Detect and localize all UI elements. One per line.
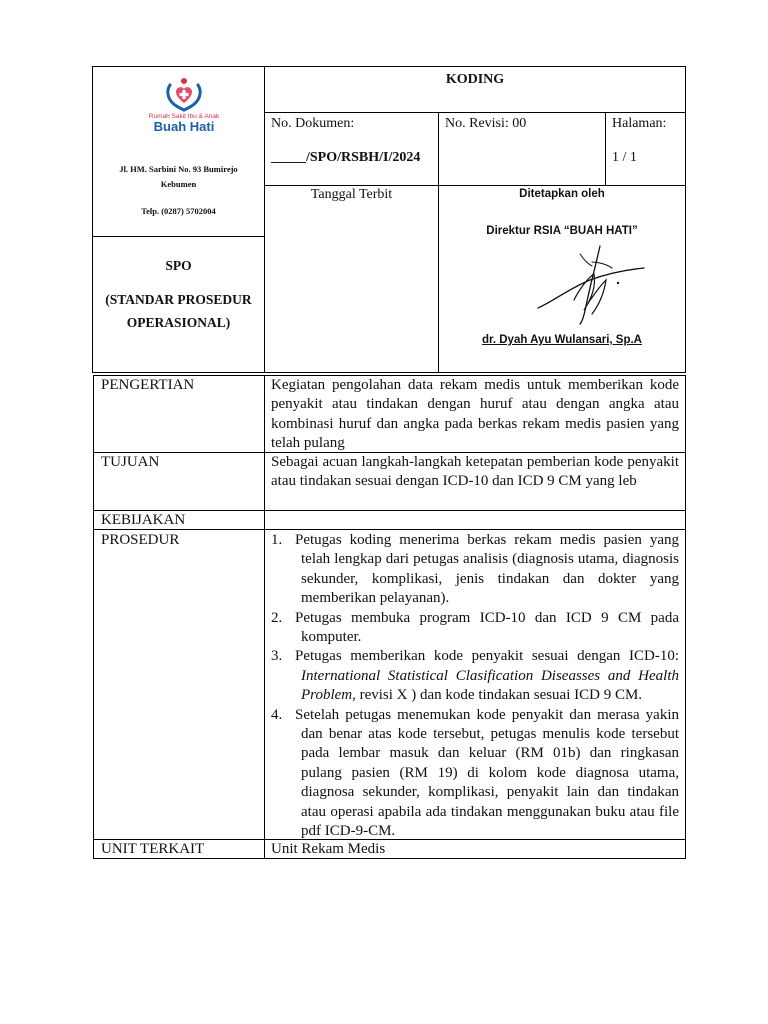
step-text-after: , revisi X ) dan kode tindakan sesuai ICD 9 CM. [352,687,643,704]
director-name: dr. Dyah Ayu Wulansari, Sp.A [482,334,642,346]
revision-number: No. Revisi: 00 [445,116,527,131]
prosedur-step [271,531,679,609]
tujuan-text: Sebagai acuan langkah-langkah ketepatan pemberian kode penyakit atau tindakan sesuai dengan ICD-10 dan ICD 9 CM yang leb [271,454,679,490]
pengertian-text: Kegiatan pengolahan data rekam medis untuk memberikan kode penyakit atau tindakan dengan huruf atau dengan angka atau kombinasi huruf dan angka pada berkas rekam medis pasien yang telah pulang [271,377,679,452]
step-number: 3. [271,648,283,665]
title-divider [264,112,686,113]
hospital-phone: Telp. (0287) 5702004 [141,206,216,216]
prosedur-step [271,647,679,705]
header-border-bottom [92,372,686,373]
logo-tagline: Rumah Sakit Ibu & Anak [148,113,220,120]
spo-full-line-1: (STANDAR PROSEDUR [105,292,252,307]
step-number: 4. [271,706,283,723]
established-by-label: Ditetapkan oleh [519,188,605,200]
hands-heart-icon [136,77,232,113]
step-text: Petugas koding menerima berkas rekam medis pasien yang telah lengkap dari petugas analisis (diagnosis utama, diagnosis sekunder, komplikasi, jenis tindakan dan dokter yang memberikan pelayanan). [295,532,679,607]
step-text: Petugas membuka program ICD-10 dan ICD 9 CM pada komputer. [295,609,679,646]
logo-spo-divider [92,236,265,237]
revision-page-divider [605,112,606,186]
page-title: KODING [445,72,505,87]
header-border-top [92,66,686,67]
step-text: Setelah petugas menemukan kode penyakit dan merasa yakin dan benar atas kode tersebut, petugas menulis kode tersebut pada lembar masuk dan keluar (RM 01b) dan ringkasan pulang pasien (RM 19) di kolom kode diagnosa utama, diagnosa sekunder, komplikasi, penyakit lain dan tindakan atau operasi apabila ada tindakan menggunakan buku atau file pdf ICD-9-CM. [295,706,679,840]
body-label-divider [264,375,265,859]
tujuan-label: TUJUAN [101,454,160,470]
unit-terkait-label: UNIT TERKAIT [101,841,205,857]
step-text-italic: International Statistical Clasification Diseasses and Health Problem [301,667,679,704]
director-title: Direktur RSIA “BUAH HATI” [486,225,638,237]
unit-terkait-text: Unit Rekam Medis [271,841,386,857]
page-label: Halaman: [612,116,667,131]
page-value: 1 / 1 [612,150,637,165]
spo-label: SPO [165,258,192,273]
step-number: 1. [271,532,283,548]
step-number: 2. [271,609,283,626]
prosedur-step [271,706,679,842]
logo-brand-name: Buah Hati [153,119,215,134]
prosedur-label: PROSEDUR [101,532,180,548]
hospital-address: Jl. HM. Sarbini No. 93 Bumirejo [119,164,238,174]
director-signature [532,240,652,330]
spo-full-line-2: OPERASIONAL) [126,315,231,330]
prosedur-step [271,609,679,648]
doc-number-label: No. Dokumen: [271,116,355,131]
pengertian-label: PENGERTIAN [101,377,195,393]
kebijakan-label: KEBIJAKAN [101,512,186,528]
prosedur-list [271,531,679,842]
doc-number-value: _____/SPO/RSBH/I/2024 [271,150,421,165]
hospital-city: Kebumen [160,179,197,189]
body-border-right [685,375,686,859]
step-text: Petugas memberikan kode penyakit sesuai dengan ICD-10: [295,648,679,665]
body-border-left [93,375,94,859]
hospital-logo [136,77,232,133]
issue-date-label: Tanggal Terbit [310,187,393,202]
